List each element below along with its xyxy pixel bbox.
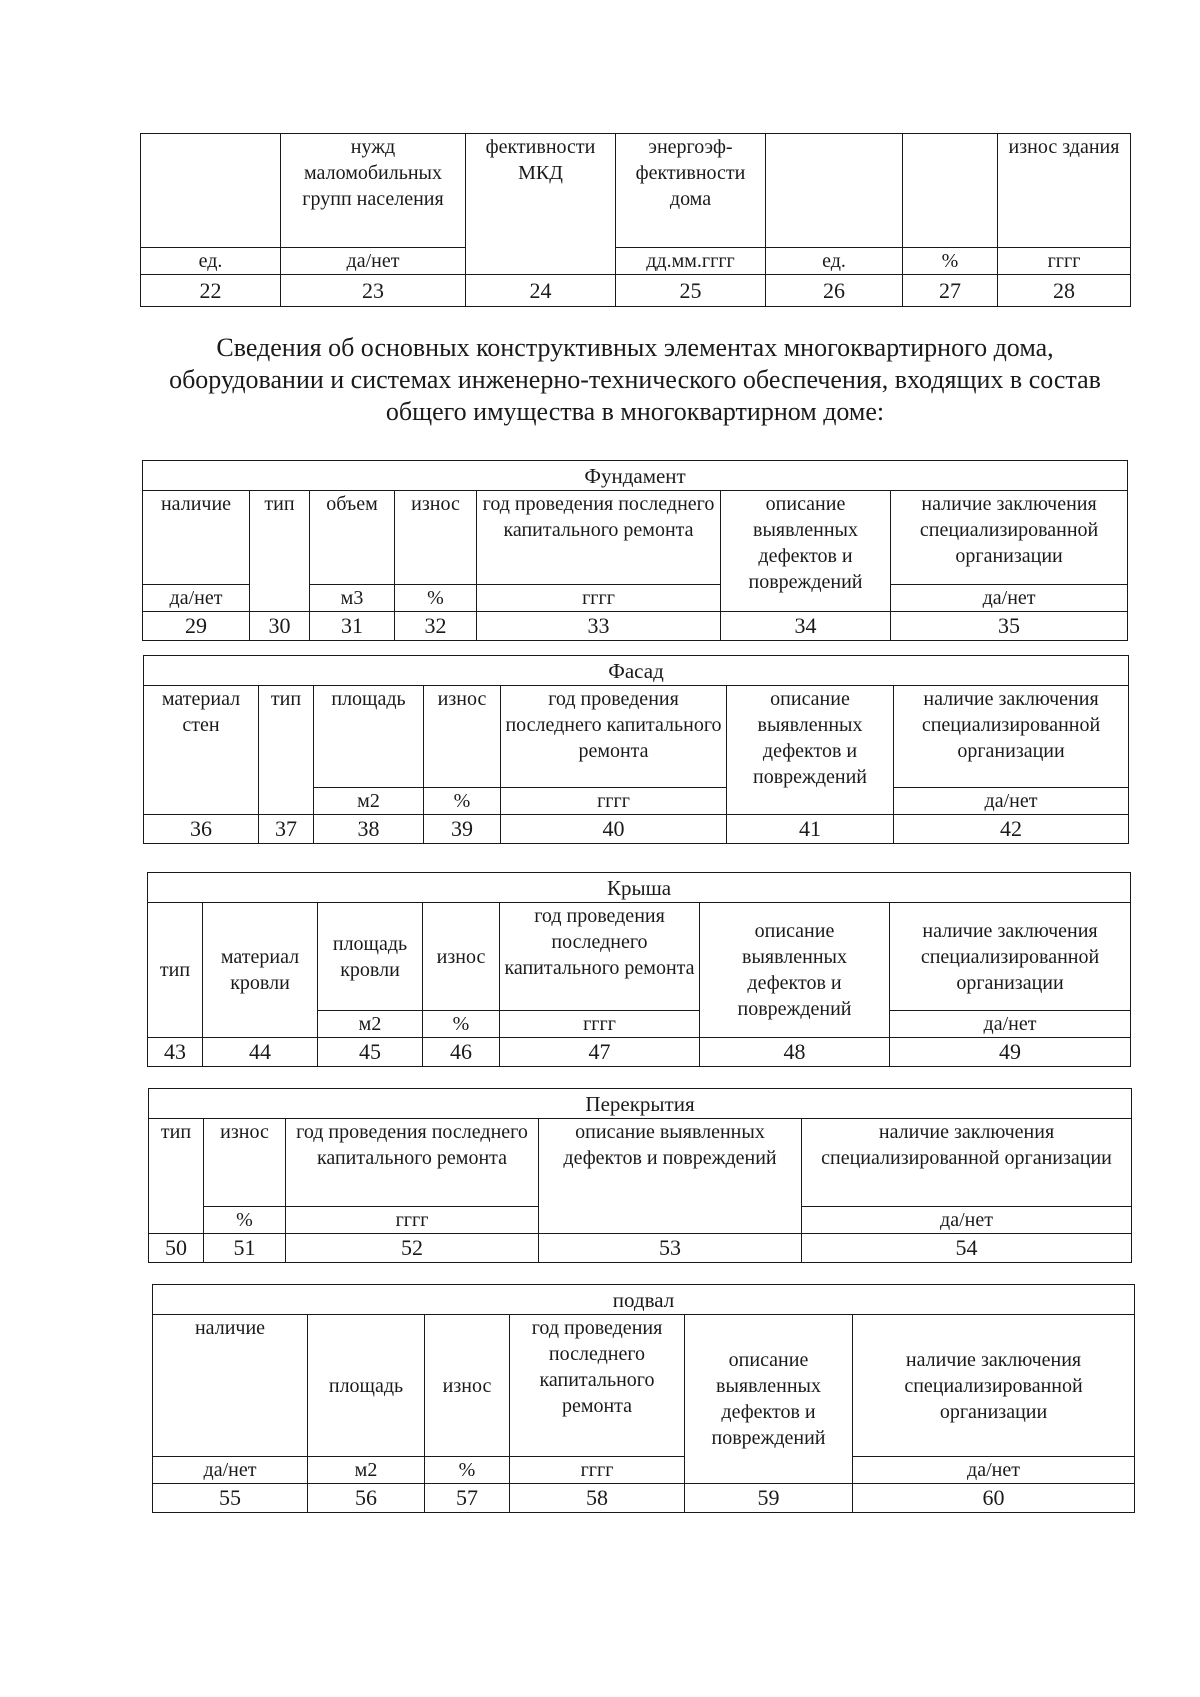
header-cell: тип (149, 1119, 204, 1234)
header-cell: износ (425, 1315, 510, 1457)
table-top-continuation (140, 133, 1131, 307)
column-number: 44 (203, 1038, 318, 1067)
column-number: 45 (318, 1038, 423, 1067)
column-number: 53 (539, 1234, 802, 1263)
column-number: 27 (903, 275, 998, 307)
column-number: 41 (727, 815, 894, 844)
column-number: 59 (685, 1484, 853, 1513)
column-number: 49 (890, 1038, 1131, 1067)
header-cell: объем (310, 491, 395, 585)
column-number: 54 (802, 1234, 1132, 1263)
column-number: 32 (395, 612, 477, 641)
unit-cell: м2 (314, 788, 424, 815)
header-cell: материал стен (144, 686, 259, 815)
column-number: 30 (250, 612, 310, 641)
header-cell: тип (259, 686, 314, 815)
unit-cell: ед. (766, 248, 903, 275)
section-title: Перекрытия (149, 1089, 1132, 1119)
header-cell: энергоэф-фективности дома (616, 134, 766, 248)
header-cell (766, 134, 903, 248)
header-cell: износ (204, 1119, 286, 1207)
unit-cell: гггг (501, 788, 727, 815)
header-cell (141, 134, 281, 248)
column-number: 33 (477, 612, 721, 641)
unit-cell: да/нет (890, 1011, 1131, 1038)
column-number: 52 (286, 1234, 539, 1263)
header-cell: износ здания (998, 134, 1131, 248)
header-cell: износ (395, 491, 477, 585)
column-number: 38 (314, 815, 424, 844)
column-number: 23 (281, 275, 466, 307)
unit-cell: ед. (141, 248, 281, 275)
header-cell: год проведения последнего капитального ремонта (501, 686, 727, 788)
column-number: 39 (424, 815, 501, 844)
header-cell: площадь (308, 1315, 425, 1457)
unit-cell: да/нет (281, 248, 466, 275)
column-number: 29 (143, 612, 250, 641)
header-cell (903, 134, 998, 248)
table-foundation (142, 460, 1128, 641)
header-cell: фективности МКД (466, 134, 616, 275)
header-cell: площадь кровли (318, 903, 423, 1011)
header-cell: наличие (143, 491, 250, 585)
unit-cell: гггг (500, 1011, 700, 1038)
header-cell: износ (423, 903, 500, 1011)
header-cell: год проведения последнего капитального ремонта (286, 1119, 539, 1207)
section-title: Крыша (148, 873, 1131, 903)
column-number: 50 (149, 1234, 204, 1263)
header-cell: наличие заключения специализированной организации (802, 1119, 1132, 1207)
column-number: 40 (501, 815, 727, 844)
unit-cell: % (424, 788, 501, 815)
header-cell: год проведения последнего капитального ремонта (477, 491, 721, 585)
header-cell: износ (424, 686, 501, 788)
column-number: 37 (259, 815, 314, 844)
header-cell: описание выявленных дефектов и повреждений (700, 903, 890, 1038)
unit-cell: да/нет (894, 788, 1129, 815)
header-cell: тип (250, 491, 310, 612)
unit-cell: дд.мм.гггг (616, 248, 766, 275)
section-title: Фасад (144, 656, 1129, 686)
column-number: 60 (853, 1484, 1135, 1513)
header-cell: наличие (153, 1315, 308, 1457)
table-roof (147, 872, 1131, 1067)
section-heading: Сведения об основных конструктивных элементах многоквартирного дома, оборудовании и системах инженерно-технического обеспечения, входящих в состав общего имущества в многоквартирном доме: (169, 333, 1101, 426)
unit-cell: да/нет (143, 585, 250, 612)
unit-cell: да/нет (802, 1207, 1132, 1234)
header-cell: наличие заключения специализированной организации (853, 1315, 1135, 1457)
unit-cell: да/нет (153, 1457, 308, 1484)
column-number: 35 (891, 612, 1128, 641)
header-cell: описание выявленных дефектов и повреждений (539, 1119, 802, 1234)
column-number: 56 (308, 1484, 425, 1513)
table-facade (143, 655, 1129, 844)
column-number: 51 (204, 1234, 286, 1263)
header-cell: год проведения последнего капитального ремонта (510, 1315, 685, 1457)
header-cell: описание выявленных дефектов и повреждений (721, 491, 891, 612)
column-number: 55 (153, 1484, 308, 1513)
header-cell: описание выявленных дефектов и повреждений (685, 1315, 853, 1484)
column-number: 22 (141, 275, 281, 307)
table-floors (148, 1088, 1132, 1263)
column-number: 57 (425, 1484, 510, 1513)
header-cell: наличие заключения специализированной организации (894, 686, 1129, 788)
unit-cell: % (903, 248, 998, 275)
column-number: 48 (700, 1038, 890, 1067)
column-number: 43 (148, 1038, 203, 1067)
unit-cell: м2 (318, 1011, 423, 1038)
column-number: 46 (423, 1038, 500, 1067)
unit-cell: гггг (998, 248, 1131, 275)
column-number: 58 (510, 1484, 685, 1513)
column-number: 26 (766, 275, 903, 307)
column-number: 42 (894, 815, 1129, 844)
header-cell: площадь (314, 686, 424, 788)
unit-cell: м2 (308, 1457, 425, 1484)
unit-cell: гггг (510, 1457, 685, 1484)
header-cell: описание выявленных дефектов и повреждений (727, 686, 894, 815)
header-cell: наличие заключения специализированной организации (890, 903, 1131, 1011)
column-number: 36 (144, 815, 259, 844)
column-number: 34 (721, 612, 891, 641)
column-number: 47 (500, 1038, 700, 1067)
header-cell: материал кровли (203, 903, 318, 1038)
unit-cell: % (204, 1207, 286, 1234)
unit-cell: гггг (477, 585, 721, 612)
unit-cell: да/нет (853, 1457, 1135, 1484)
header-cell: наличие заключения специализированной организации (891, 491, 1128, 585)
column-number: 31 (310, 612, 395, 641)
column-number: 24 (466, 275, 616, 307)
header-cell: год проведения последнего капитального ремонта (500, 903, 700, 1011)
column-number: 25 (616, 275, 766, 307)
unit-cell: % (425, 1457, 510, 1484)
unit-cell: % (395, 585, 477, 612)
section-title: подвал (153, 1285, 1135, 1315)
unit-cell: м3 (310, 585, 395, 612)
column-number: 28 (998, 275, 1131, 307)
unit-cell: да/нет (891, 585, 1128, 612)
header-cell: нужд маломобильных групп населения (281, 134, 466, 248)
table-basement (152, 1284, 1135, 1513)
unit-cell: % (423, 1011, 500, 1038)
unit-cell: гггг (286, 1207, 539, 1234)
section-title: Фундамент (143, 461, 1128, 491)
header-cell: тип (148, 903, 203, 1038)
